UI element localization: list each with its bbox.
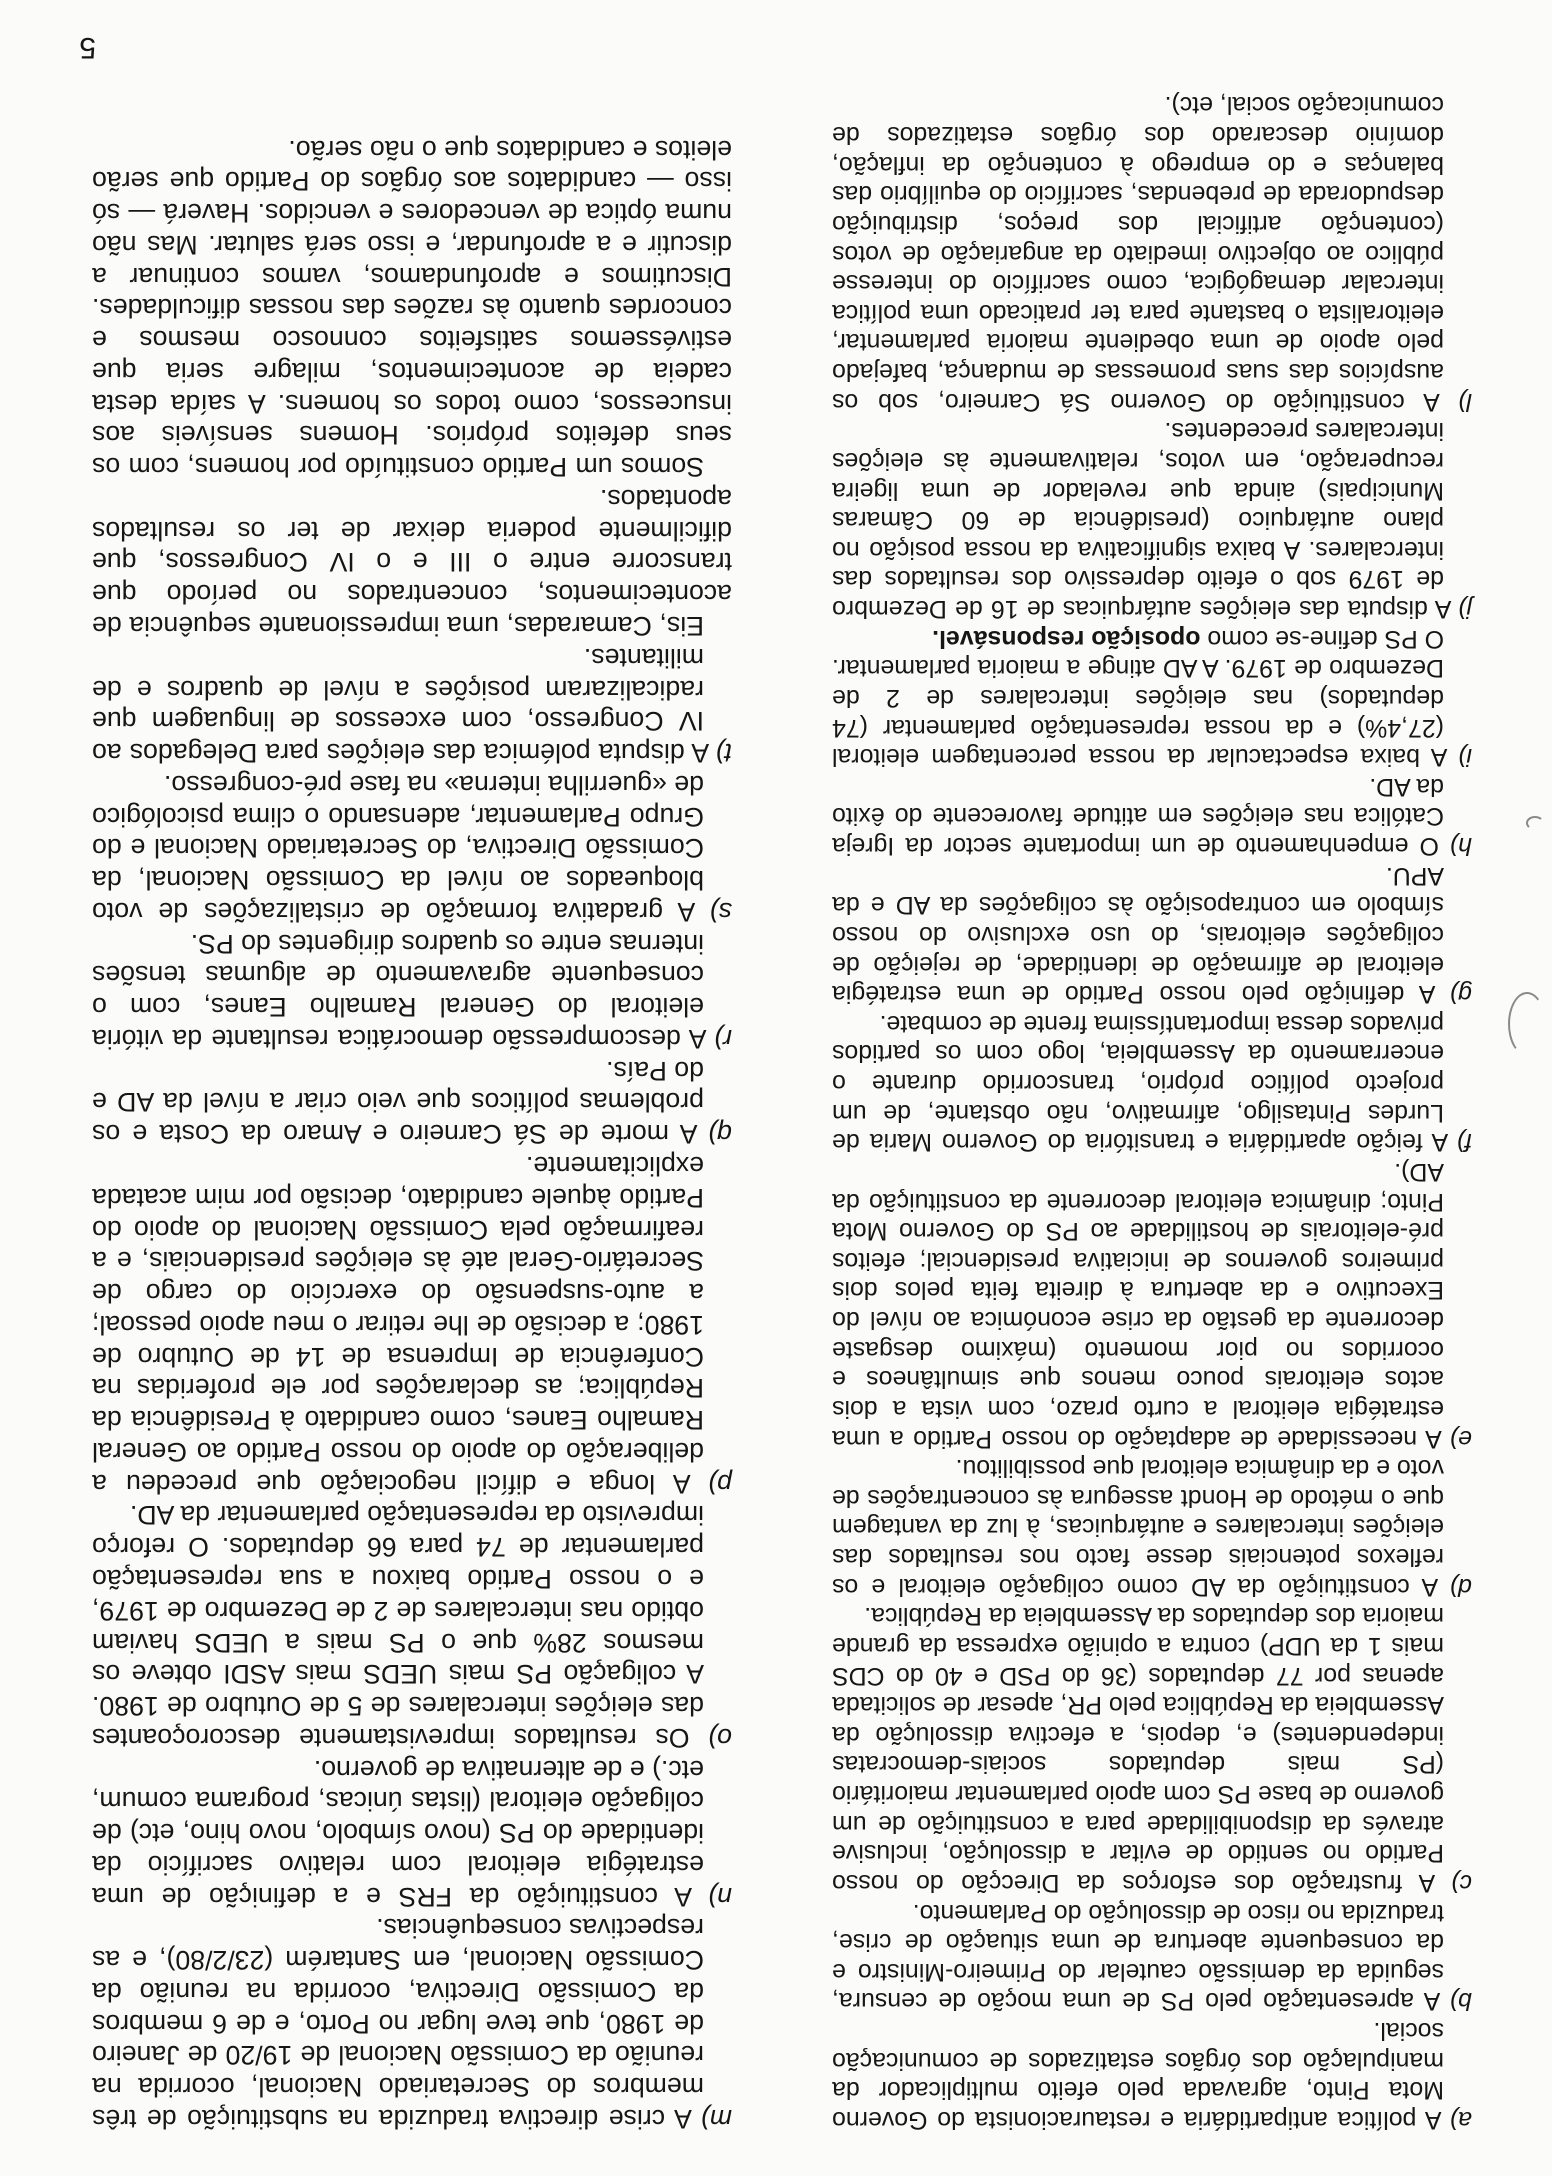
scan-margin-mark [1526,816,1544,830]
list-item-label: l) [1458,387,1472,416]
scan-margin-mark [1508,992,1546,1056]
list-item [92,1149,732,1498]
list-item-label: h) [1449,832,1472,861]
body-paragraph: Somos um Partido constituído por homens, com os seus defeitos próprios. Homens sensíveis aos insucessos, como todos os homens. A saída desta cadeia de acontecimentos, milagre seria que estivéssemos satisfeitos connosco mesmos e concordes quanto às razões das nossas dificuldades. Discutimos e aprofundamos, vamos continuar a discutir e a aprofundar, e isso será salutar. Mas não numa óptica de vencedores e vencidos. Haverá — só isso — candidatos aos órgãos do Partido que serão eleitos e candidatos que o não serão. [92,134,732,483]
list-item-text: O empenhamento de um importante sector da Igreja Católica nas eleições em atitude favorecente do êxito da AD. [832,772,1444,861]
list-item-label: o) [708,1722,732,1753]
list-item-text: A frustração dos esforços da Direcção do nosso Partido no sentido de evitar a dissolução, inclusive através da disponibilidade para a constituição de um governo de base PS com apoio parlamentar maioritário (PS mais deputados sociais-democratas independentes) e, depois, a efectiva dissolução da Assembleia da República pelo PR, apesar de solicitada apenas por 77 deputados (36 do PSD e 40 do CDS mais 1 da UDP) contra a opinião expressa da grande maioria dos deputados da Assembleia da República. [831,1602,1444,1897]
list-item [92,927,732,1054]
list-item [92,641,732,768]
list-item-text: A constituição da FRS e a definição de uma estratégia eleitoral com relativo sacrifício da identidade do PS (novo símbolo, novo hino, etc) de coligação eleitoral (listas únicas, programa comum, etc.) e de alternativa de governo. [92,1754,704,1912]
list-item-text: A necessidade de adaptação do nosso Partido a uma estratégia eleitoral a curto prazo, com vista a dois actos eleitorais pouco menos que simultâneos e ocorridos no pior momento (máximo desgaste decorrente da gestão da crise económica ao nível do Executivo e da abertura à direita feita pelos dois primeiros governos de iniciativa presidencial; efeitos pré-eleitorais de hostilidade ao PS do Governo Mota Pinto; dinâmica eleitoral decorrente da constituição da AD). [832,1158,1444,1453]
list-item-text: A política antipartidária e restauracionista do Governo Mota Pinto, agravada pelo efeito multiplicador da manipulação dos órgãos estatizados de comunicação social. [832,2017,1444,2134]
list-item [832,860,1472,1008]
list-item [92,1054,732,1149]
list-item-text: A descompressão democrática resultante da vitória eleitoral do General Ramalho Eanes, com o consequente agravamento de algumas tensões internas entre os quadros dirigentes do PS. [92,928,707,1054]
list-item [832,1156,1472,1452]
list-item [832,1601,1472,1897]
list-item-label: q) [708,1119,732,1150]
list-item-text: A crise directiva traduzida na substituição de três membros do Secretariado Nacional, ocorrida na reunião da Comissão Nacional de 19/20 de Janeiro de 1980, que teve lugar no Porto, e de 6 membros da Comissão Directiva, ocorrida na reunião da Comissão Nacional, em Santarém (23/2/80), e as respectivas consequências. [92,1913,704,2134]
list-item [832,416,1472,623]
list-item-label: d) [1449,1572,1472,1601]
list-item [832,90,1472,416]
list-item [832,771,1472,860]
list-item-text: Os resultados imprevistamente descoroçoantes das eleições intercalares de 5 de Outubro de 1980. A coligação PS mais UEDS mais ASDI obteve os mesmos 28% que o PS mais a UEDS haviam obtido nas intercalares de 2 de Dezembro de 1979, e o nosso Partido baixou a sua representação parlamentar de 74 para 66 deputados. O reforço imprevisto da representação parlamentar da AD. [91,1500,704,1753]
list-item-label: t) [715,738,732,769]
list-item-text: A constituição do Governo Sá Carneiro, sob os auspícios das suas promessas de mudança, bafejado pelo apoio de uma obediente maioria parlamentar, eleitoralista o bastante para ter praticado uma política intercalar demagógica, como sacrifício do interesse público ao objectivo imediato da angariação de votos (contenção artificial dos preços, distribuição despudorada de prebendas, sacrifício do equilíbrio das balanças e do emprego à contenção da inflação, domínio descarado dos órgãos estatizados de comunicação social, etc). [832,91,1444,416]
list-item-label: p) [708,1468,732,1499]
list-item-text: A morte de Sá Carneiro e Amaro da Costa e os problemas políticos que veio criar a nível da AD e do País. [92,1055,704,1150]
list-item [832,2016,1472,2135]
list-item-text: A feição apartidária e transitória do Governo Maria de Lurdes Pintasilgo, afirmativo, não obstante, de um projecto político próprio, transcorrido durante o encerramento da Assembleia, logo com os partidos privados dessa importantíssima frente de combate. [832,1009,1449,1157]
list-item-label: f) [1456,1128,1472,1157]
list-item-label: g) [1449,980,1472,1009]
list-item-label: j) [1458,595,1472,624]
list-item-text: A disputa das eleições autárquicas de 16 de Dezembro de 1979 sob o efeito depressivo dos resultados das intercalares. A baixa significativa da nossa posição no plano autárquico (presidência de 60 Câmaras Municipais) ainda que revelador de uma ligeira recuperação, em votos, relativamente às eleições intercalares precedentes. [832,417,1452,624]
list-item-emphasis: oposição responsável. [932,624,1201,653]
page-number: 5 [79,31,96,64]
list-item [92,1912,732,2134]
list-item-label: s) [709,896,732,927]
right-column [92,133,732,2134]
list-item-text: A constituição da AD como coligação eleitoral e os reflexos potenciais desse facto nos resultados das eleições intercalares e autárquicas, à luz da vantagem que o método de Hondt assegura às concentrações de voto e da dinâmica eleitoral que possibilitou. [832,1454,1444,1601]
body-paragraph: Eis, Camaradas, uma impressionante sequência de acontecimentos, concentrados no período que transcorre entre o III e o IV Congressos, que dificilmente poderia deixar de ter os resultados apontados. [92,483,732,642]
list-item-label: r) [714,1023,732,1054]
list-item-text: A apresentação pelo PS de uma moção de censura, seguida da demissão cautelar do Primeiro-Ministro e da consequente abertura de uma situação de crise, traduzida no risco de dissolução do Parlamento. [832,1898,1444,2016]
list-item-text: A gradativa formação de cristalizações de voto bloqueados ao nível da Comissão Nacional, da Comissão Directiva, do Secretariado Nacional e do Grupo Parlamentar, adensando o clima psicológico de «guerrilha interna» na fase pré-congresso. [92,769,704,927]
list-item-label: c) [1451,1869,1472,1897]
list-item [92,1753,732,1912]
list-item-label: a) [1449,2106,1472,2134]
list-item [832,623,1472,771]
list-item-label: b) [1449,1987,1472,2016]
list-item-text: A baixa espectacular da nossa percentagem eleitoral (27,4%) e da nossa representação parlamentar (74 deputados) nas eleições intercalares de 2 de Dezembro de 1979. A AD atinge a maioria parlamentar. O PS define-se como [832,624,1448,772]
list-item [92,768,732,927]
left-column [832,90,1472,2134]
list-item-text: A disputa polémica das eleições para Delegados ao IV Congresso, com excessos de linguagem que radicalizaram posições a nível de quadros e de militantes. [92,642,710,769]
list-item-label: e) [1449,1424,1472,1453]
list-item-label: n) [708,1881,732,1912]
list-item [832,1008,1472,1156]
list-item [92,1499,732,1753]
list-item [832,1453,1472,1601]
list-item-text: A definição pelo nosso Partido de uma estratégia eleitoral de afirmação de identidade, de rejeição de coligações eleitorais, do uso exclusivo do nosso símbolo em contraposição às coligações da AD e da APU. [832,861,1444,1009]
list-item [832,1897,1472,2016]
list-item-text: A longa e difícil negociação que precedeu a deliberação do apoio do nosso Partido ao General Ramalho Eanes, como candidato à Presidência da República; as declarações por ele proferidas na Conferência de Imprensa de 14 de Outubro de 1980; a decisão de lhe retirar o meu apoio pessoal; a auto-suspensão do exercício do cargo de Secretário-Geral até às eleições presidenciais, e a reafirmação pela Comissão Nacional do apoio do Partido àquele candidato, decisão por mim acatada explicitamente. [91,1151,704,1499]
list-item-label: m) [700,2104,732,2134]
list-item-label: i) [1458,743,1472,772]
